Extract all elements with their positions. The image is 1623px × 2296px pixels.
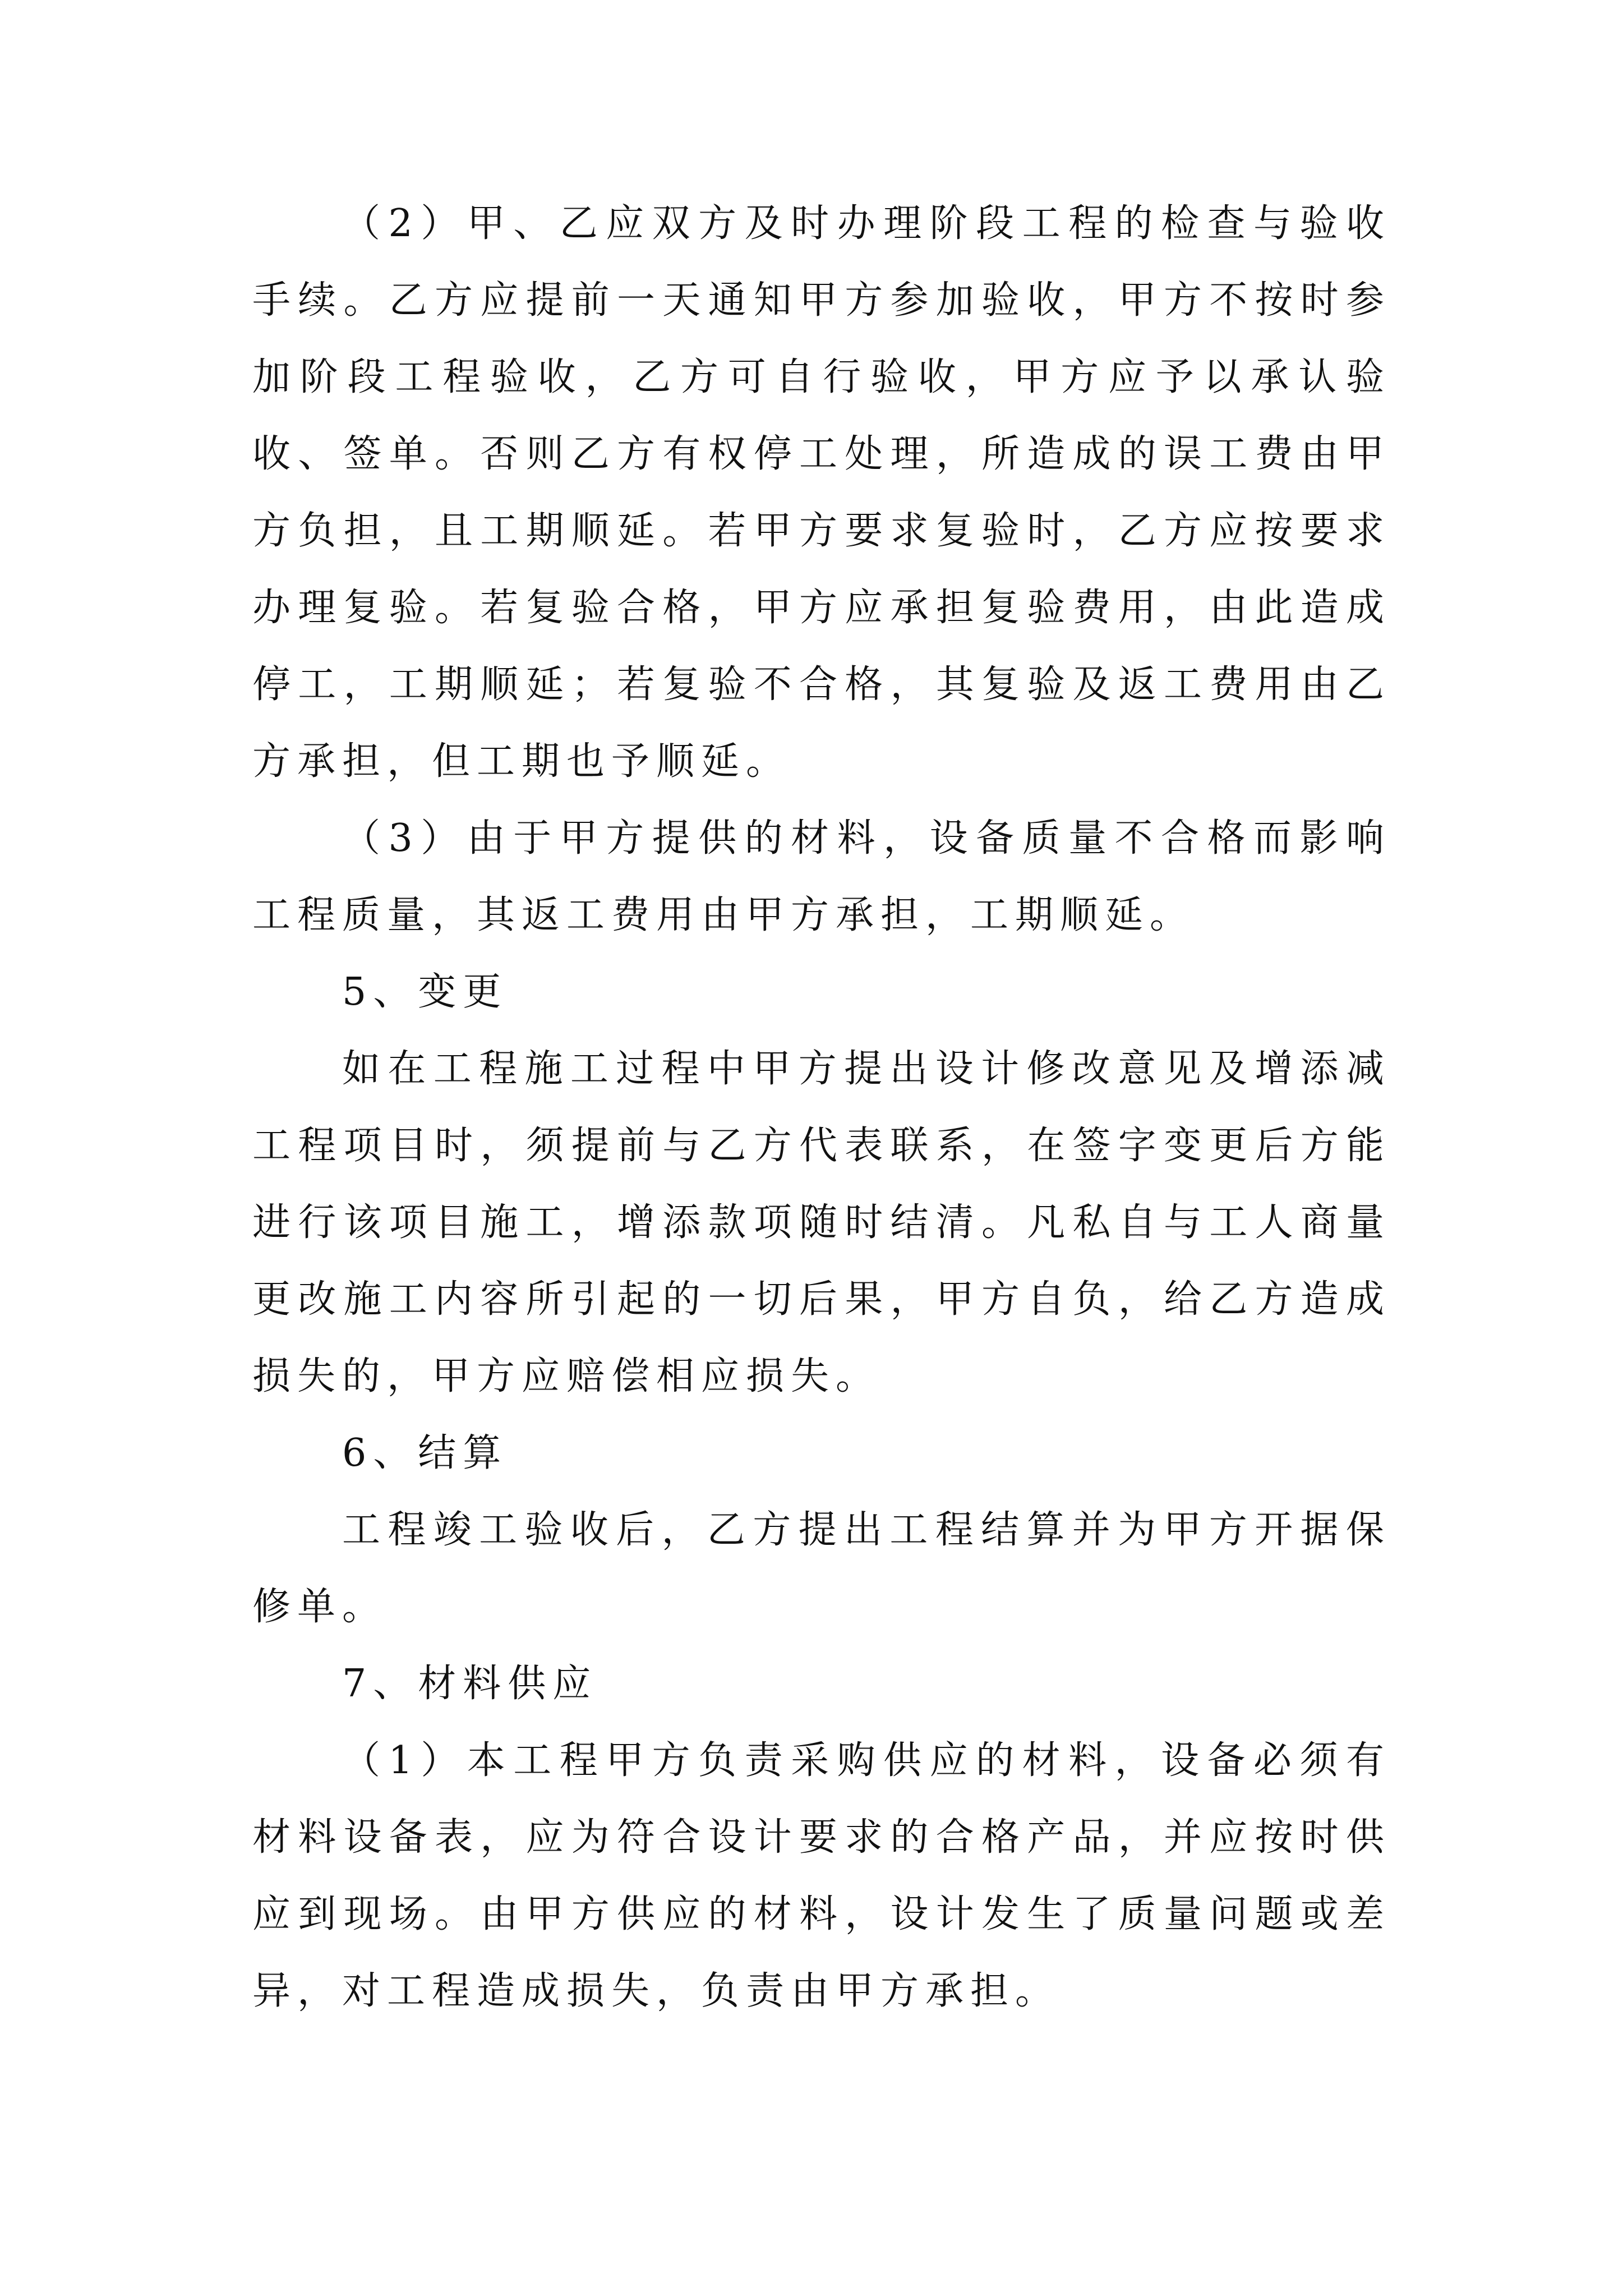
- document-page: [252, 185, 1391, 2030]
- paragraph-inspection-acceptance: （2）甲、乙应双方及时办理阶段工程的检查与验收手续。乙方应提前一天通知甲方参加验收，甲方不按时参加阶段工程验收，乙方可自行验收，甲方应予以承认验收、签单。否则乙方有权停工处理，所造成的误工费由甲方负担，且工期顺延。若甲方要求复验时，乙方应按要求办理复验。若复验合格，甲方应承担复验费用，由此造成停工，工期顺延；若复验不合格，其复验及返工费用由乙方承担，但工期也予顺延。: [252, 201, 1391, 784]
- paragraph-settlement-terms: 工程竣工验收后，乙方提出工程结算并为甲方开据保修单。: [252, 1508, 1391, 1629]
- section-heading-change: 5、变更: [342, 970, 508, 1014]
- section-heading-settlement: 6、结算: [342, 1431, 508, 1475]
- section-heading-material-supply: 7、材料供应: [342, 1662, 598, 1706]
- paragraph-change-terms: 如在工程施工过程中甲方提出设计修改意见及增添减工程项目时，须提前与乙方代表联系，在签字变更后方能进行该项目施工，增添款项随时结清。凡私自与工人商量更改施工内容所引起的一切后果，甲方自负，给乙方造成损失的，甲方应赔偿相应损失。: [252, 1047, 1391, 1398]
- paragraph-materials-quality: （3）由于甲方提供的材料，设备质量不合格而影响工程质量，其返工费用由甲方承担，工期顺延。: [252, 816, 1391, 937]
- paragraph-material-supply-terms: （1）本工程甲方负责采购供应的材料，设备必须有材料设备表，应为符合设计要求的合格产品，并应按时供应到现场。由甲方供应的材料，设计发生了质量问题或差异，对工程造成损失，负责由甲方承担。: [252, 1738, 1391, 2013]
